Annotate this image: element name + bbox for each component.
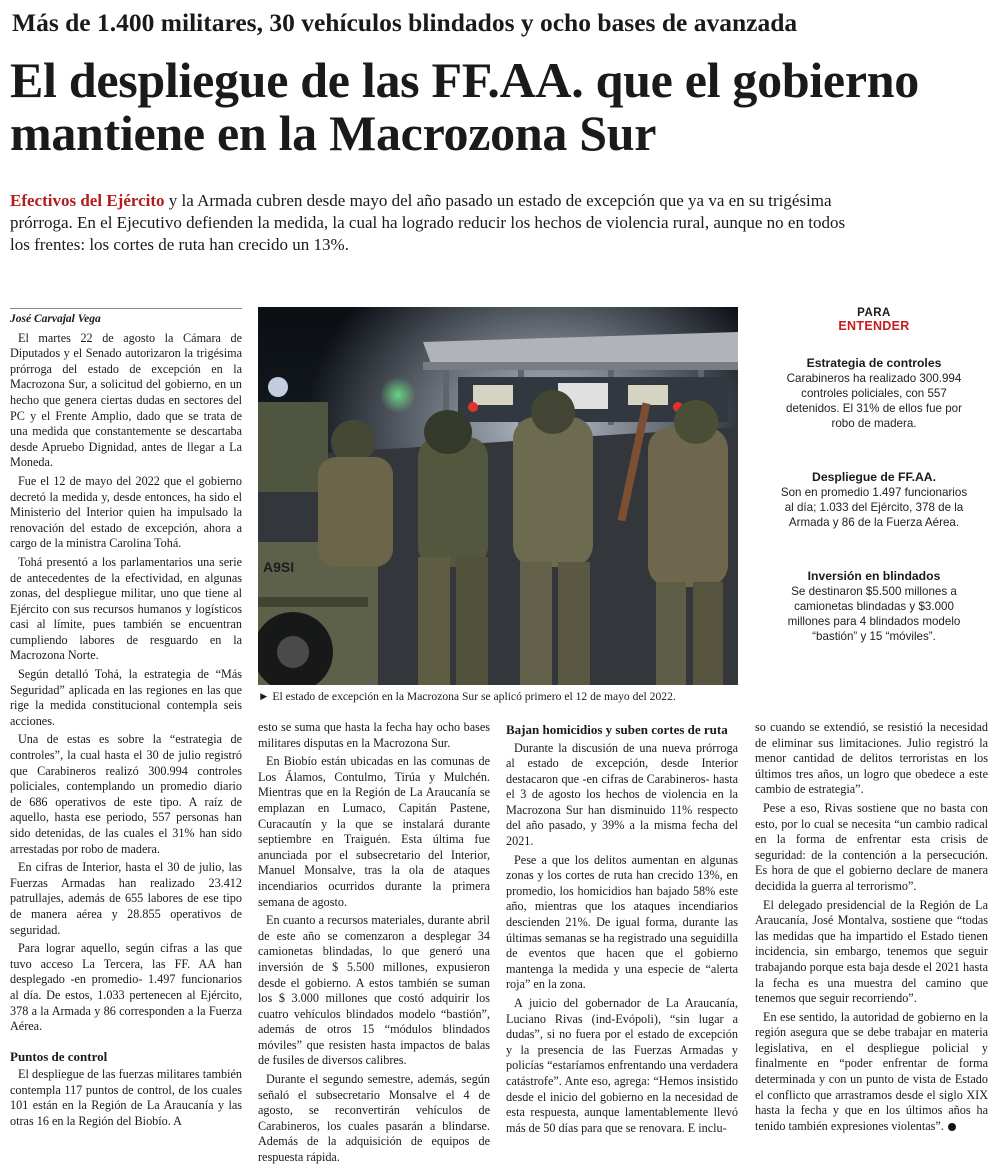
paragraph: En Biobío están ubicadas en las comunas de Los Álamos, Contulmo, Tirúa y Mulchén. Mientras que en la Región de La Araucanía se emplazan en Lumaco, Capitán Pastene, Curacautín y la que se instalará durante septiembre en Traiguén. Esta última fue anunciada por el subsecretario del Interior, Manuel Monsalve, tras la ola de ataques incendiarios ocurridos durante la primera semana de agosto. — [258, 754, 490, 909]
paragraph: so cuando se extendió, se resistió la necesidad de eliminar sus limitaciones. Julio registró la menor cantidad de delitos terroristas en los últimos tres años, un logro que obedece a este cambio de estrategia”. — [755, 720, 988, 797]
subheading-puntos-de-control: Puntos de control — [10, 1048, 108, 1064]
subheading-homicidios: Bajan homicidios y suben cortes de ruta — [506, 722, 728, 737]
article-column-1 — [10, 308, 242, 1168]
paragraph: Una de estas es sobre la “estrategia de controles”, la cual hasta el 30 de julio registró que Carabineros realizó 300.994 controles policiales, contemplando un promedio diario de 686 operativos de este tipo. A raíz de aquello, hasta ese periodo, 557 personas han sido detenidas, de las cuales el 31% han sido arrestadas por robo de madera. — [10, 732, 242, 856]
paragraph: El martes 22 de agosto la Cámara de Diputados y el Senado autorizaron la trigésima prórroga del estado de excepción en la Macrozona Sur, a solicitud del gobierno, en un hecho que genera ciertas dudas en sectores del PC y el Frente Amplio, dado que se trata de una medida que constantemente se descartaba desde Apruebo Dignidad, antes de llegar a La Moneda. — [10, 330, 242, 470]
paragraph: Para lograr aquello, según cifras a las que tuvo acceso La Tercera, las FF. AA han desplegado -en promedio- 1.497 funcionarios al día. De estos, 1.033 pertenecen al Ejército, 378 a la Armada y 86 corresponden a la Fuerza Aérea. — [10, 941, 242, 1034]
headline: El despliegue de las FF.AA. que el gobierno mantiene en la Macrozona Sur — [10, 52, 919, 161]
paragraph: esto se suma que hasta la fecha hay ocho bases militares disputas en la Macrozona Sur. — [258, 720, 490, 750]
sidebar-label-entender: ENTENDER — [838, 319, 910, 333]
sidebar-item-title: Inversión en blindados — [807, 569, 941, 583]
lead-paragraph — [10, 190, 850, 256]
sidebar-item-text: Carabineros ha realizado 300.994 controles policiales, con 557 detenidos. El 31% de ellos fue por robo de madera. — [786, 372, 962, 430]
para-entender-box — [760, 307, 988, 644]
paragraph: Fue el 12 de mayo del 2022 que el gobierno decretó la medida y, desde entonces, ha sido el Ministerio del Interior quien ha impulsado la renovación del estado de excepción, ahora a cargo de la ministra Carolina Tohá. — [10, 473, 242, 551]
article-photo — [258, 307, 738, 685]
paragraph: El delegado presidencial de la Región de La Araucanía, José Montalva, sostiene que “todas las medidas que ha impartido el Estado tienen incidencia, sin embargo, tenemos que seguir trabajando porque esta baja desde el 2021 hasta la fecha es una muestra del camino que tenemos que seguir recorriendo”. — [755, 897, 988, 1006]
paragraph: Durante la discusión de una nueva prórroga al estado de excepción, desde Interior destacaron que -en cifras de Carabineros- hasta el 3 de agosto los hechos de violencia en la Macrozona Sur han disminuido 11% respecto del año pasado, y 39% a la misma fecha del 2021. — [506, 740, 738, 849]
sidebar-item — [760, 546, 988, 644]
article-column-4 — [755, 720, 988, 1168]
paragraph: Según detalló Tohá, la estrategia de “Más Seguridad” aplicada en las regiones en las que rige la medida constitucional contempla seis acciones. — [10, 667, 242, 728]
article-column-2 — [258, 720, 490, 1168]
vehicle-marking: A9SI — [263, 559, 295, 575]
paragraph: Durante el segundo semestre, además, según señaló el subsecretario Monsalve el 4 de agosto, se reconvertirán vehículos de Carabineros, los cuales pasarán a blindarse. Además de la adquisición de equipos de respuesta rápida. — [258, 1072, 490, 1165]
sidebar-item-text: Son en promedio 1.497 funcionarios al día; 1.033 del Ejército, 378 de la Armada y 86 de la Fuerza Aérea. — [780, 486, 968, 529]
lead-text: y la Armada cubren desde mayo del año pasado un estado de excepción que ya va en su trigésima prórroga. En el Ejecutivo defienden la medida, la cual ha logrado reducir los hechos de violencia rural, aunque no en todos los frentes: los cortes de ruta han crecido un 13%. — [10, 191, 846, 255]
sidebar-item-title: Estrategia de controles — [806, 356, 942, 370]
final-paragraph-text: En ese sentido, la autoridad de gobierno en la región asegura que se debe trabajar en materia legislativa, en el despliegue policial y finalmente en “poder enfrentar de forma determinada y con un punto de vista de Estado el conflicto que arrastramos desde el siglo XIX hasta la fecha y que en los últimos años ha tenido también expresiones violentas”. — [755, 1009, 988, 1133]
paragraph: Pese a eso, Rivas sostiene que no basta con esto, por lo cual se necesita “un cambio radical en la forma de enfrentar esta crisis de seguridad: de la contención a la persecución. Es hora de que el gobierno declare de manera decidida la guerra al terrorismo”. — [755, 800, 988, 893]
paragraph: El despliegue de las fuerzas militares también contempla 117 puntos de control, de los cuales 101 están en la Región de La Araucanía y las otras 16 en la Región del Biobío. A — [10, 1067, 242, 1128]
paragraph: En cuanto a recursos materiales, durante abril de este año se comenzaron a desplegar 34 camionetas blindadas, lo que generó una inversión de $ 5.500 millones, expusieron desde el gobierno. A estos también se suman los $ 3.000 millones que costó adquirir los cuatro vehículos blindados modelo “bastión”, además de otros 15 “módulos blindados móviles” que resisten hasta impactos de balas de fusiles de diversos calibres. — [258, 913, 490, 1068]
paragraph — [755, 1010, 988, 1135]
end-mark-icon — [948, 1123, 956, 1131]
lead-highlight: Efectivos del Ejército — [10, 191, 165, 210]
sidebar-item — [760, 351, 988, 431]
article-column-3 — [506, 722, 738, 1168]
sidebar-item-text: Se destinaron $5.500 millones a camionetas blindadas y $3.000 millones para 4 blindados modelo “bastión” y 15 “móviles”. — [787, 585, 961, 643]
byline: José Carvajal Vega — [10, 308, 242, 328]
photo-caption: ► El estado de excepción en la Macrozona Sur se aplicó primero el 12 de mayo del 2022. — [258, 690, 676, 703]
kicker: Más de 1.400 militares, 30 vehículos blindados y ocho bases de avanzada — [12, 8, 798, 37]
paragraph: En cifras de Interior, hasta el 30 de julio, las Fuerzas Armadas han realizado 23.412 patrullajes, además de 655 labores de ese tipo de manera aérea y 28.855 operativos de seguridad. — [10, 860, 242, 937]
sidebar-item — [760, 447, 988, 530]
sidebar-label-para: PARA — [857, 307, 891, 319]
sidebar-item-title: Despliegue de FF.AA. — [812, 470, 936, 484]
paragraph: Pese a que los delitos aumentan en algunas zonas y los cortes de ruta han crecido 13%, en promedio, los homicidios han bajado 58% este año, mientras que los ataques incendiarios descienden 21%. De igual forma, durante las últimas semanas se ha registrado una seguidilla de eventos que hacen que el gobierno mantenga la medida y una especie de “alerta roja” en la zona. — [506, 852, 738, 992]
paragraph: Tohá presentó a los parlamentarios una serie de antecedentes de la efectividad, en algunas zonas, del despliegue militar, uno que tiene al Ejército con sus recursos humanos y logísticos casi al límite, pues también se encuentran cumpliendo labores de resguardo en la Macrozona Norte. — [10, 554, 242, 663]
paragraph: A juicio del gobernador de La Araucanía, Luciano Rivas (ind-Evópoli), “sin lugar a dudas”, si no fuera por el estado de excepción y la presencia de las Fuerzas Armadas y policías “estaríamos enfrentando una verdadera catástrofe”. Ante eso, agrega: “Hemos insistido desde el inicio del gobierno en la necesidad de esta respuesta, aunque lamentablemente llevó más de 50 días para que se renovara. E inclu- — [506, 996, 738, 1135]
